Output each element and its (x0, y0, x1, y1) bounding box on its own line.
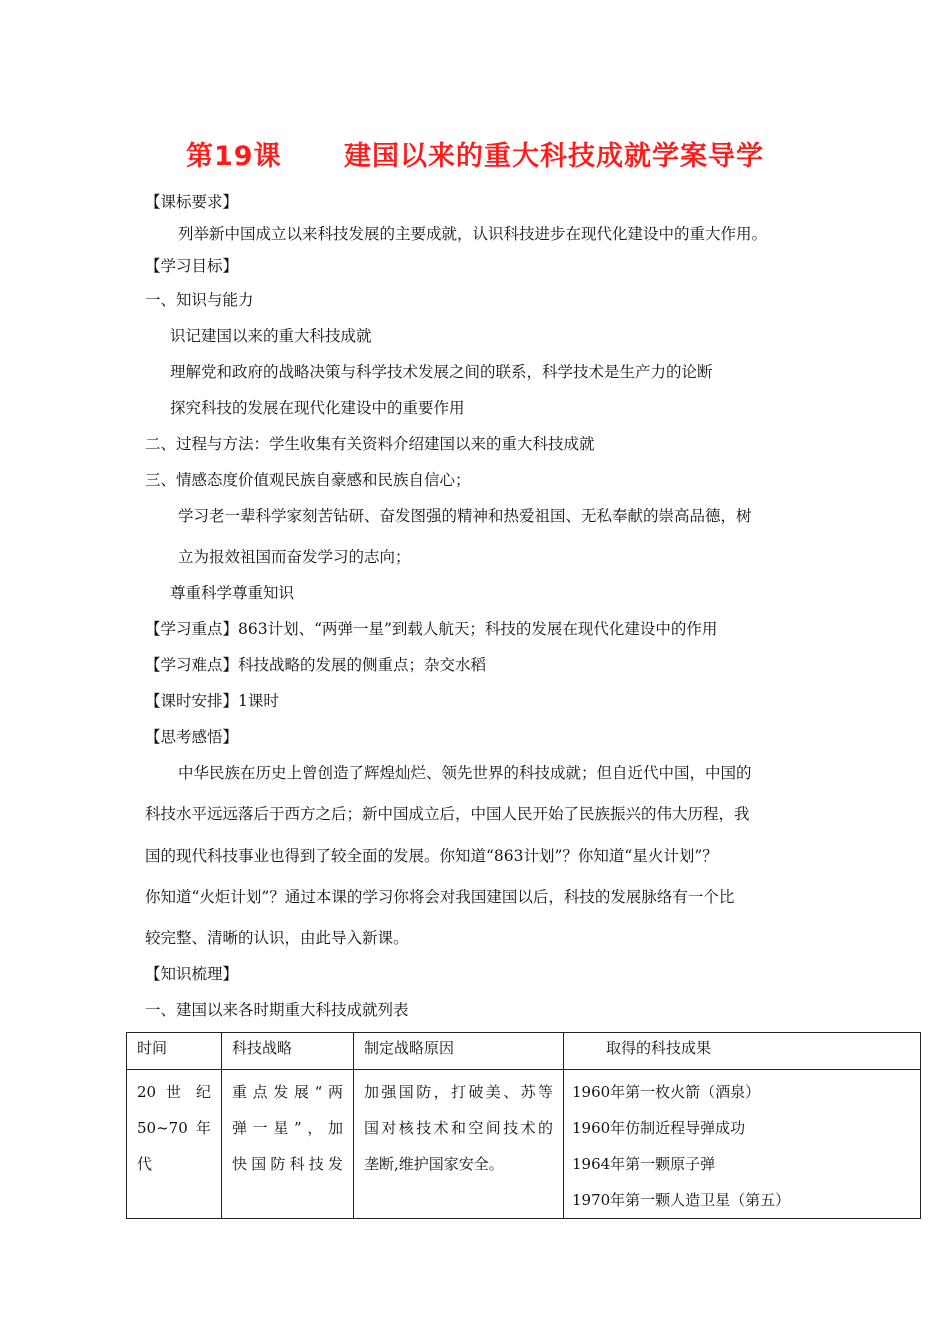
reflection-line: 较完整、清晰的认识，由此导入新课。 (145, 929, 409, 947)
reflection-line: 科技水平远远落后于西方之后；新中国成立后，中国人民开始了民族振兴的伟大历程，我 (145, 805, 750, 823)
achievement-item: 1970年第一颗人造卫星（第五） (572, 1191, 791, 1209)
objective-knowledge-item-3: 探究科技的发展在现代化建设中的重要作用 (170, 399, 465, 417)
objective-knowledge-header: 一、知识与能力 (145, 291, 254, 309)
curriculum-text: 列举新中国成立以来科技发展的主要成就，认识科技进步在现代化建设中的重大作用。 (178, 225, 768, 243)
header-achievements (564, 1033, 921, 1070)
strategy-line: 弹一星”，加 (232, 1119, 343, 1137)
table-caption: 一、建国以来各时期重大科技成就列表 (145, 1001, 409, 1019)
reason-line: 加强国防，打破美、苏等 (364, 1083, 553, 1101)
cell-achievements (564, 1070, 921, 1219)
header-period: 时间 (127, 1033, 222, 1070)
objective-knowledge-item-1: 识记建国以来的重大科技成就 (170, 327, 372, 345)
cell-period (127, 1070, 222, 1219)
objective-knowledge-item-2: 理解党和政府的战略决策与科学技术发展之间的联系，科学技术是生产力的论断 (170, 363, 713, 381)
key-points: 【学习重点】863计划、“两弹一星”到载人航天；科技的发展在现代化建设中的作用 (145, 620, 718, 638)
reflection-header: 【思考感悟】 (145, 728, 239, 746)
difficulties: 【学习难点】科技战略的发展的侧重点；杂交水稻 (145, 656, 487, 674)
schedule: 【课时安排】1课时 (145, 692, 279, 710)
period-line: 20 世 纪 (137, 1083, 211, 1101)
objective-attitude-header: 三、情感态度价值观民族自豪感和民族自信心； (145, 471, 471, 489)
header-strategy: 科技战略 (222, 1033, 354, 1070)
cell-strategy (222, 1070, 354, 1219)
objective-attitude-item-1b: 立为报效祖国而奋发学习的志向； (178, 548, 411, 566)
cell-reason (354, 1070, 564, 1219)
reflection-line: 你知道“火炬计划”？通过本课的学习你将会对我国建国以后，科技的发展脉络有一个比 (145, 888, 735, 906)
table-header-row (127, 1033, 921, 1070)
reflection-line: 中华民族在历史上曾创造了辉煌灿烂、领先世界的科技成就；但自近代中国，中国的 (178, 764, 752, 782)
achievement-item: 1964年第一颗原子弹 (572, 1155, 716, 1173)
objective-process: 二、过程与方法：学生收集有关资料介绍建国以来的重大科技成就 (145, 435, 595, 453)
table-row (127, 1070, 921, 1219)
achievement-item: 1960年仿制近程导弹成功 (572, 1119, 746, 1137)
knowledge-header: 【知识梳理】 (145, 965, 239, 983)
achievement-item: 1960年第一枚火箭（酒泉） (572, 1083, 761, 1101)
period-line: 50~70 年 (137, 1119, 211, 1137)
period-line: 代 (137, 1155, 153, 1173)
page-title: 第19课 建国以来的重大科技成就学案导学 (186, 141, 764, 172)
curriculum-header: 【课标要求】 (145, 193, 239, 211)
objective-attitude-item-2: 尊重科学尊重知识 (170, 584, 295, 602)
strategy-line: 重点发展“两 (232, 1083, 343, 1101)
header-reason: 制定战略原因 (354, 1033, 564, 1070)
strategy-line: 快国防科技发 (232, 1155, 343, 1173)
objectives-header: 【学习目标】 (145, 257, 239, 275)
reason-line: 垄断,维护国家安全。 (364, 1155, 504, 1173)
reflection-line: 国的现代科技事业也得到了较全面的发展。你知道“863计划”？你知道“星火计划”？ (145, 847, 718, 865)
header-achievements-label: 取得的科技成果 (606, 1039, 712, 1057)
achievements-table (126, 1032, 921, 1219)
objective-attitude-item-1a: 学习老一辈科学家刻苦钻研、奋发图强的精神和热爱祖国、无私奉献的崇高品德，树 (178, 507, 752, 525)
reason-line: 国对核技术和空间技术的 (364, 1119, 553, 1137)
